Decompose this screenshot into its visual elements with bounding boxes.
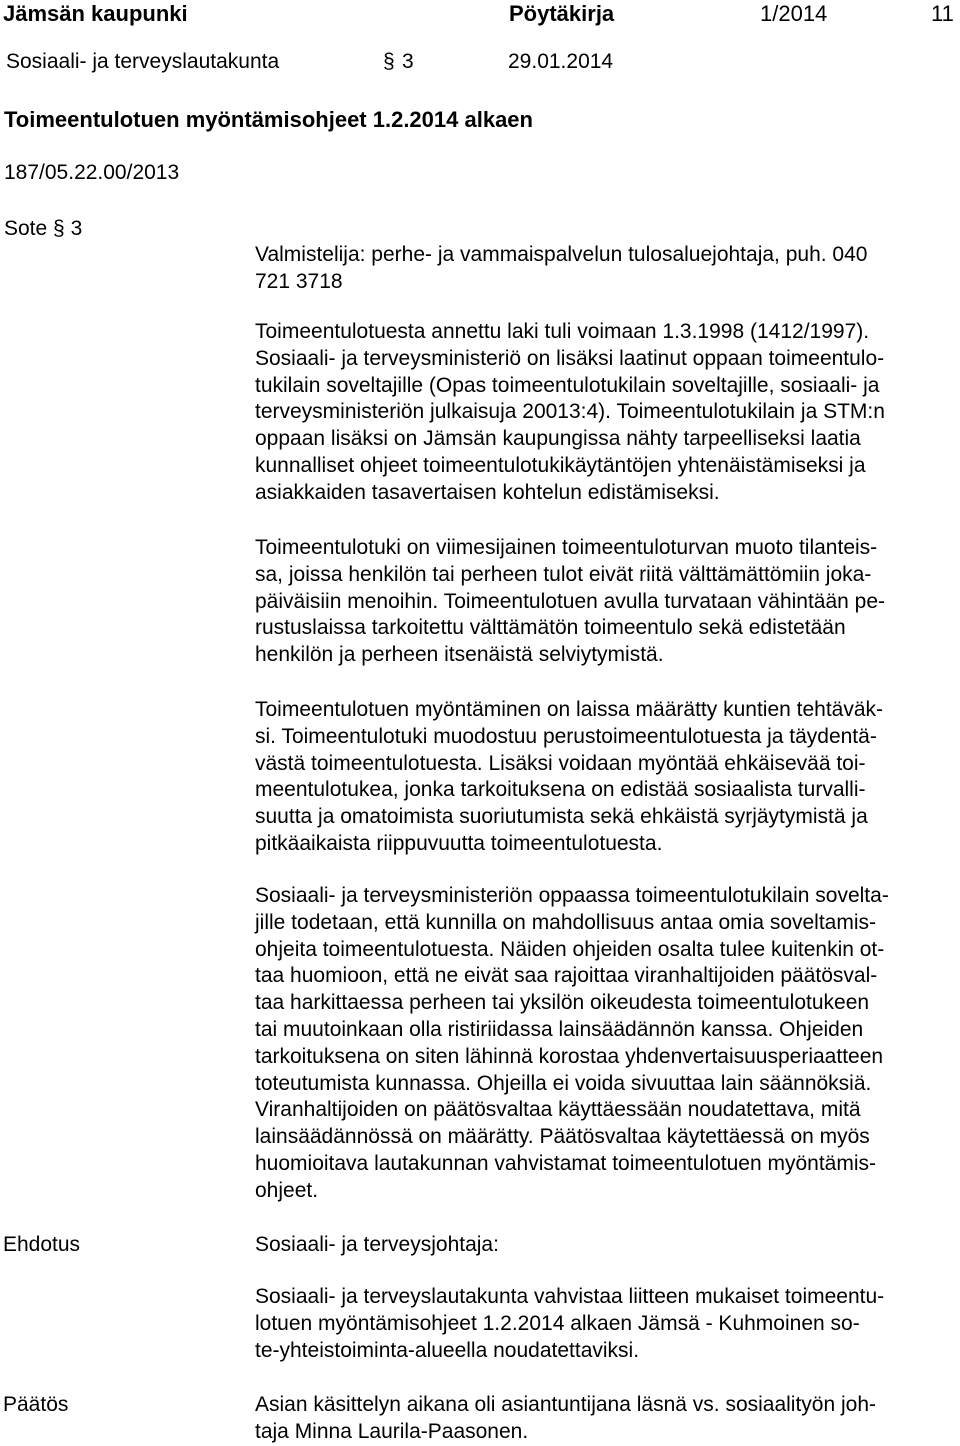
paragraph-line: oppaan lisäksi on Jämsän kaupungissa nähty tarpeelliseksi laatia bbox=[255, 427, 861, 451]
document-type: Pöytäkirja bbox=[509, 1, 615, 26]
paragraph-line: Toimeentulotuesta annettu laki tuli voimaan 1.3.1998 (1412/1997). bbox=[255, 320, 870, 343]
item-title: Toimeentulotuen myöntämisohjeet 1.2.2014 alkaen bbox=[4, 107, 533, 132]
body-paragraph bbox=[255, 697, 955, 858]
paragraph-line: tukilain soveltajille (Opas toimeentulotukilain soveltajille, sosiaali- ja bbox=[255, 373, 880, 397]
paragraph-line: päiväisiin menoihin. Toimeentulotuen avulla turvataan vähintään pe- bbox=[255, 589, 886, 613]
page-number: 11 bbox=[931, 1, 954, 26]
paragraph-line: taa huomioon, että ne eivät saa rajoittaa viranhaltijoiden päätösval- bbox=[255, 964, 878, 988]
paragraph-line: jille todetaan, että kunnilla on mahdollisuus antaa omia soveltamis- bbox=[255, 910, 877, 934]
proposal-label: Ehdotus bbox=[3, 1233, 81, 1256]
record-id: 187/05.22.00/2013 bbox=[4, 161, 180, 184]
paragraph-line: Sosiaali- ja terveysministeriön oppaassa toimeentulotukilain sovelta- bbox=[255, 884, 889, 907]
decision-line: taja Minna Laurila-Paasonen. bbox=[255, 1419, 529, 1443]
paragraph-line: Viranhaltijoiden on päätösvaltaa käyttäessään noudatettava, mitä bbox=[255, 1098, 861, 1122]
paragraph-line: meentulotukea, jonka tarkoituksena on edistää sosiaalista turvalli- bbox=[255, 778, 866, 802]
preparer-line: Valmistelija: perhe- ja vammaispalvelun tulosaluejohtaja, puh. 040 bbox=[255, 243, 868, 266]
paragraph-line: sa, joissa henkilön tai perheen tulot eivät riitä välttämättömiin joka- bbox=[255, 562, 872, 586]
paragraph-line: ohjeita toimeentulotuesta. Näiden ohjeiden osalta tulee kuitenkin ot- bbox=[255, 937, 885, 961]
organization-name: Jämsän kaupunki bbox=[3, 1, 188, 26]
item-ref-number: 3 bbox=[70, 217, 83, 240]
proposal-text bbox=[255, 1284, 955, 1364]
paragraph-line: taa harkittaessa perheen tai yksilön oikeudesta toimeentulotukeen bbox=[255, 991, 870, 1015]
section-symbol: § bbox=[383, 50, 395, 73]
body-paragraph bbox=[255, 535, 955, 669]
decision-text bbox=[255, 1392, 955, 1446]
preparer-info bbox=[255, 242, 955, 296]
paragraph-line: si. Toimeentulotuki muodostuu perustoimeentulotuesta ja täydentä- bbox=[255, 724, 877, 748]
paragraph-line: Toimeentulotuki on viimesijainen toimeentuloturvan muoto tilanteis- bbox=[255, 536, 878, 559]
item-ref-prefix: Sote bbox=[4, 217, 48, 240]
decision-line: Asian käsittelyn aikana oli asiantuntijana läsnä vs. sosiaalityön joh- bbox=[255, 1393, 877, 1416]
proposal-line: Sosiaali- ja terveyslautakunta vahvistaa liitteen mukaiset toimeentu- bbox=[255, 1285, 885, 1308]
paragraph-line: Sosiaali- ja terveysministeriö on lisäksi laatinut oppaan toimeentulo- bbox=[255, 346, 885, 370]
paragraph-line: ohjeet. bbox=[255, 1178, 319, 1202]
paragraph-line: terveysministeriön julkaisuja 20013:4). Toimeentulotukilain ja STM:n bbox=[255, 400, 885, 424]
proposal-speaker bbox=[255, 1232, 955, 1259]
item-reference bbox=[4, 216, 82, 243]
section-number: 3 bbox=[402, 50, 414, 73]
proposal-speaker-text: Sosiaali- ja terveysjohtaja: bbox=[255, 1233, 499, 1256]
paragraph-line: henkilön ja perheen itsenäistä selviytymistä. bbox=[255, 643, 664, 667]
item-ref-symbol: § bbox=[53, 217, 65, 240]
paragraph-line: Toimeentulotuen myöntäminen on laissa määrätty kuntien tehtäväk- bbox=[255, 698, 884, 721]
paragraph-line: rustuslaissa tarkoitettu välttämätön toimeentulo sekä edistetään bbox=[255, 616, 846, 640]
decision-label: Päätös bbox=[3, 1393, 69, 1416]
paragraph-line: kunnalliset ohjeet toimeentulotukikäytäntöjen yhtenäistämiseksi ja bbox=[255, 453, 866, 477]
board-name: Sosiaali- ja terveyslautakunta bbox=[6, 50, 280, 73]
paragraph-line: asiakkaiden tasavertaisen kohtelun edistämiseksi. bbox=[255, 480, 720, 504]
paragraph-line: suutta ja omatoimista suoriutumista sekä ehkäistä syrjäytymistä ja bbox=[255, 805, 868, 829]
preparer-line: 721 3718 bbox=[255, 269, 343, 293]
proposal-line: te-yhteistoiminta-alueella noudatettaviksi. bbox=[255, 1338, 640, 1362]
paragraph-line: tai muutoinkaan olla ristiriidassa lainsäädännön kanssa. Ohjeiden bbox=[255, 1017, 864, 1041]
paragraph-line: toteutumista kunnassa. Ohjeilla ei voida sivuuttaa lain säännöksiä. bbox=[255, 1071, 872, 1095]
paragraph-line: lainsäädännössä on määrätty. Päätösvaltaa käytettäessä on myös bbox=[255, 1125, 870, 1149]
paragraph-line: tarkoituksena on siten lähinnä korostaa yhdenvertaisuusperiaatteen bbox=[255, 1044, 884, 1068]
body-paragraph bbox=[255, 319, 955, 507]
paragraph-line: pitkäaikaista riippuvuutta toimeentulotuesta. bbox=[255, 831, 663, 855]
document-number: 1/2014 bbox=[760, 1, 828, 26]
proposal-line: lotuen myöntämisohjeet 1.2.2014 alkaen Jämsä - Kuhmoinen so- bbox=[255, 1311, 860, 1335]
paragraph-line: huomioitava lautakunnan vahvistamat toimeentulotuen myöntämis- bbox=[255, 1151, 877, 1175]
meeting-date: 29.01.2014 bbox=[508, 50, 614, 73]
paragraph-line: västä toimeentulotuesta. Lisäksi voidaan myöntää ehkäisevää toi- bbox=[255, 751, 866, 775]
body-paragraph bbox=[255, 883, 955, 1205]
